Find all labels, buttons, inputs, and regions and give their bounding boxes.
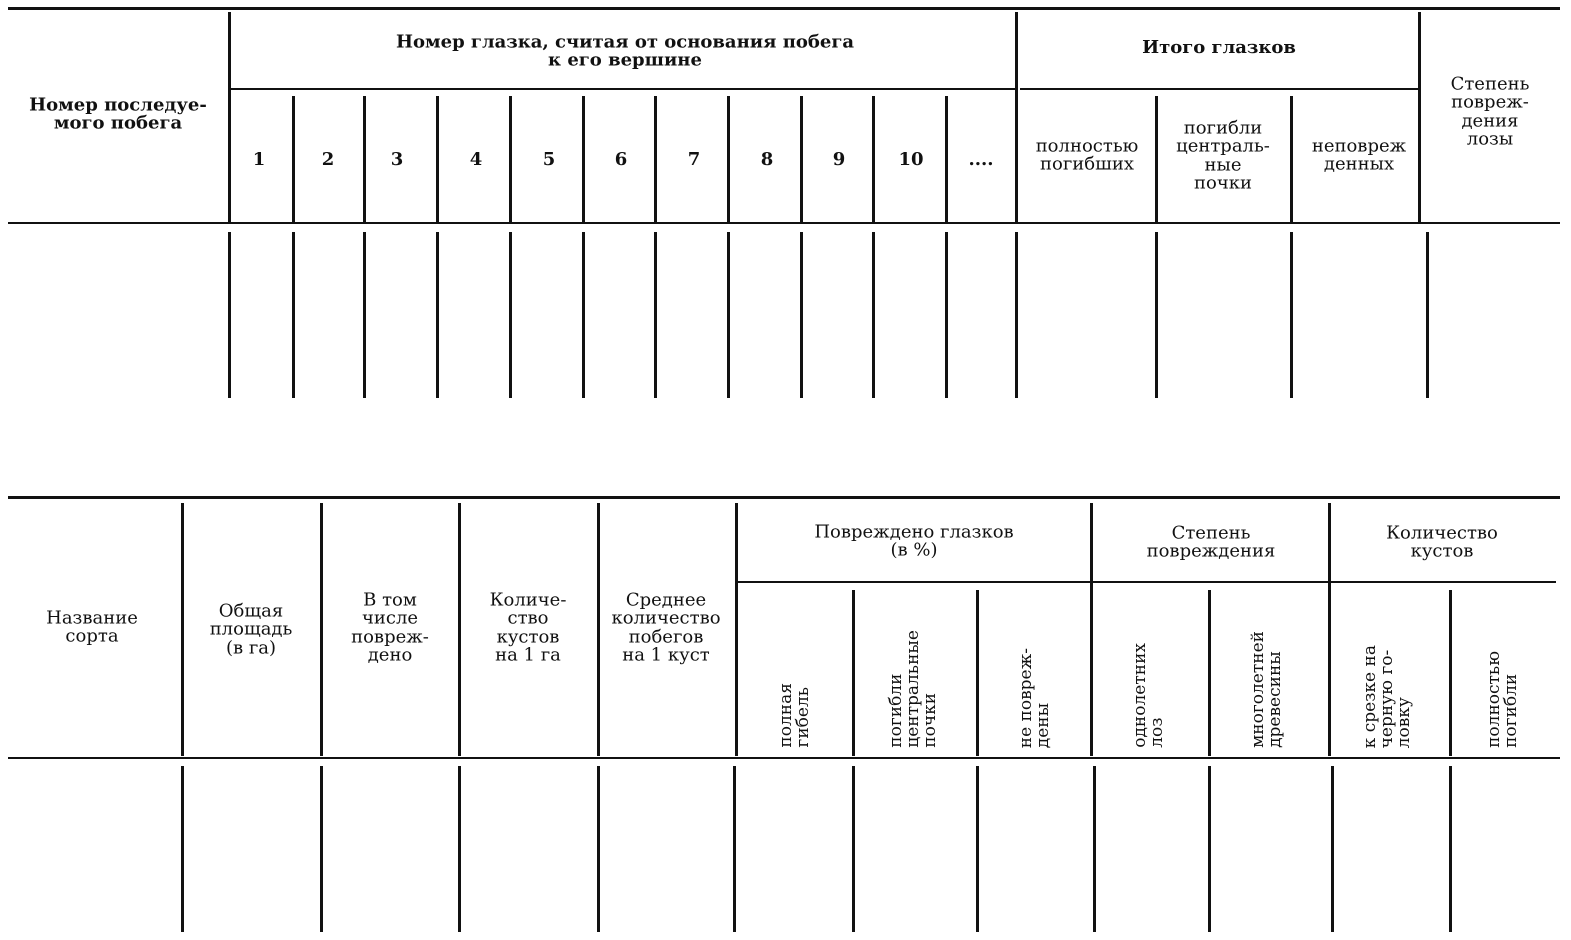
table1-subheader-rule bbox=[230, 88, 1018, 90]
table1-body-vline bbox=[436, 232, 439, 398]
table2-body-vline bbox=[320, 766, 323, 932]
table1-body-vline bbox=[509, 232, 512, 398]
table2-body-vline bbox=[1208, 766, 1211, 932]
shoot-number-header: Номер последуе- мого побега bbox=[29, 94, 207, 134]
bud-number-5: 5 bbox=[542, 148, 556, 170]
table1-body-vline bbox=[800, 232, 803, 398]
annual-vines-header: однолетних лоз bbox=[1130, 643, 1167, 748]
table1-vline bbox=[436, 96, 439, 222]
bud-number-10: 10 bbox=[898, 148, 924, 170]
table2-body-vline bbox=[852, 766, 855, 932]
bud-number-1: 1 bbox=[252, 148, 266, 170]
bud-number-more: .... bbox=[968, 148, 994, 170]
table2-subheader-rule-2 bbox=[1093, 581, 1328, 583]
central-buds-dead-header: погибли центральные почки bbox=[886, 630, 940, 748]
table1-vline bbox=[292, 96, 295, 222]
table2-vline bbox=[181, 503, 184, 756]
table2-vline bbox=[1090, 503, 1093, 756]
undamaged-buds-header: не повреж- дены bbox=[1016, 647, 1053, 748]
bush-count-group-header: Количество кустов bbox=[1386, 522, 1498, 562]
variety-name-header: Название сорта bbox=[46, 607, 138, 647]
table2-body-vline bbox=[1093, 766, 1096, 932]
total-central-dead-header: погибли централь- ные почки bbox=[1176, 117, 1270, 194]
table2-vline bbox=[1208, 590, 1211, 756]
table2-vline bbox=[320, 503, 323, 756]
damaged-area-header: В том числе повреж- дено bbox=[351, 589, 429, 666]
bud-number-6: 6 bbox=[614, 148, 628, 170]
table1-body-vline bbox=[654, 232, 657, 398]
table2-vline bbox=[735, 503, 738, 756]
bud-number-2: 2 bbox=[321, 148, 335, 170]
table1-vline bbox=[1015, 12, 1018, 222]
damaged-buds-group-header: Повреждено глазков (в %) bbox=[814, 521, 1014, 561]
table1-header-bottom-rule bbox=[8, 222, 1560, 224]
total-area-header: Общая площадь (в га) bbox=[209, 600, 293, 659]
table2-vline bbox=[976, 590, 979, 756]
bushes-per-ha-header: Количе- ство кустов на 1 га bbox=[489, 589, 567, 666]
table1-body-vline bbox=[292, 232, 295, 398]
table2-vline bbox=[1449, 590, 1452, 756]
table1-subheader-rule-2 bbox=[1020, 88, 1420, 90]
table1-vline bbox=[363, 96, 366, 222]
damage-degree-group-header: Степень повреждения bbox=[1146, 522, 1276, 562]
table1-vline bbox=[509, 96, 512, 222]
table2-body-vline bbox=[181, 766, 184, 932]
table1-body-vline bbox=[1155, 232, 1158, 398]
table1-vline bbox=[1155, 96, 1158, 222]
bud-number-3: 3 bbox=[390, 148, 404, 170]
table2-subheader-rule bbox=[738, 581, 1090, 583]
vine-damage-degree-header: Степень повреж- дения лозы bbox=[1450, 73, 1530, 150]
table1-vline bbox=[872, 96, 875, 222]
bud-number-group-header: Номер глазка, считая от основания побега к его вершине bbox=[395, 31, 855, 71]
table2-vline bbox=[458, 503, 461, 756]
shoots-per-bush-header: Среднее количество побегов на 1 куст bbox=[611, 589, 721, 666]
table1-body-vline bbox=[228, 232, 231, 398]
table2-header-bottom-rule bbox=[8, 757, 1560, 759]
table2-body-vline bbox=[976, 766, 979, 932]
bud-number-4: 4 bbox=[469, 148, 483, 170]
table2-body-vline bbox=[458, 766, 461, 932]
table1-top-rule bbox=[8, 7, 1560, 10]
table1-vline bbox=[945, 96, 948, 222]
table1-body-vline bbox=[945, 232, 948, 398]
bud-number-8: 8 bbox=[760, 148, 774, 170]
table2-top-rule bbox=[8, 496, 1560, 499]
table2-vline bbox=[1328, 503, 1331, 756]
table1-body-vline bbox=[363, 232, 366, 398]
table2-vline bbox=[852, 590, 855, 756]
table2-body-vline bbox=[1449, 766, 1452, 932]
table1-vline bbox=[228, 12, 231, 222]
table2-body-vline bbox=[597, 766, 600, 932]
table1-body-vline bbox=[582, 232, 585, 398]
table1-vline bbox=[727, 96, 730, 222]
table1-vline bbox=[654, 96, 657, 222]
table1-body-vline bbox=[1426, 232, 1429, 398]
table1-body-vline bbox=[872, 232, 875, 398]
full-death-header: полная гибель bbox=[776, 683, 813, 748]
fully-dead-bushes-header: полностью погибли bbox=[1484, 651, 1521, 748]
table2-vline bbox=[597, 503, 600, 756]
table1-body-vline bbox=[1015, 232, 1018, 398]
table1-vline bbox=[582, 96, 585, 222]
table1-vline bbox=[1418, 12, 1421, 222]
bud-number-9: 9 bbox=[832, 148, 846, 170]
perennial-wood-header: многолетней древесины bbox=[1248, 631, 1285, 748]
table1-vline bbox=[1290, 96, 1293, 222]
total-buds-group-header: Итого глазков bbox=[1142, 36, 1296, 58]
total-undamaged-header: неповреж денных bbox=[1311, 135, 1407, 175]
table2-subheader-rule-3 bbox=[1331, 581, 1556, 583]
cut-to-black-head-header: к срезке на черную го- ловку bbox=[1360, 644, 1414, 748]
bud-number-7: 7 bbox=[687, 148, 701, 170]
table2-body-vline bbox=[1331, 766, 1334, 932]
table2-body-vline bbox=[733, 766, 736, 932]
total-fully-dead-header: полностью погибших bbox=[1035, 135, 1139, 175]
table1-body-vline bbox=[1290, 232, 1293, 398]
table1-body-vline bbox=[727, 232, 730, 398]
table1-vline bbox=[800, 96, 803, 222]
